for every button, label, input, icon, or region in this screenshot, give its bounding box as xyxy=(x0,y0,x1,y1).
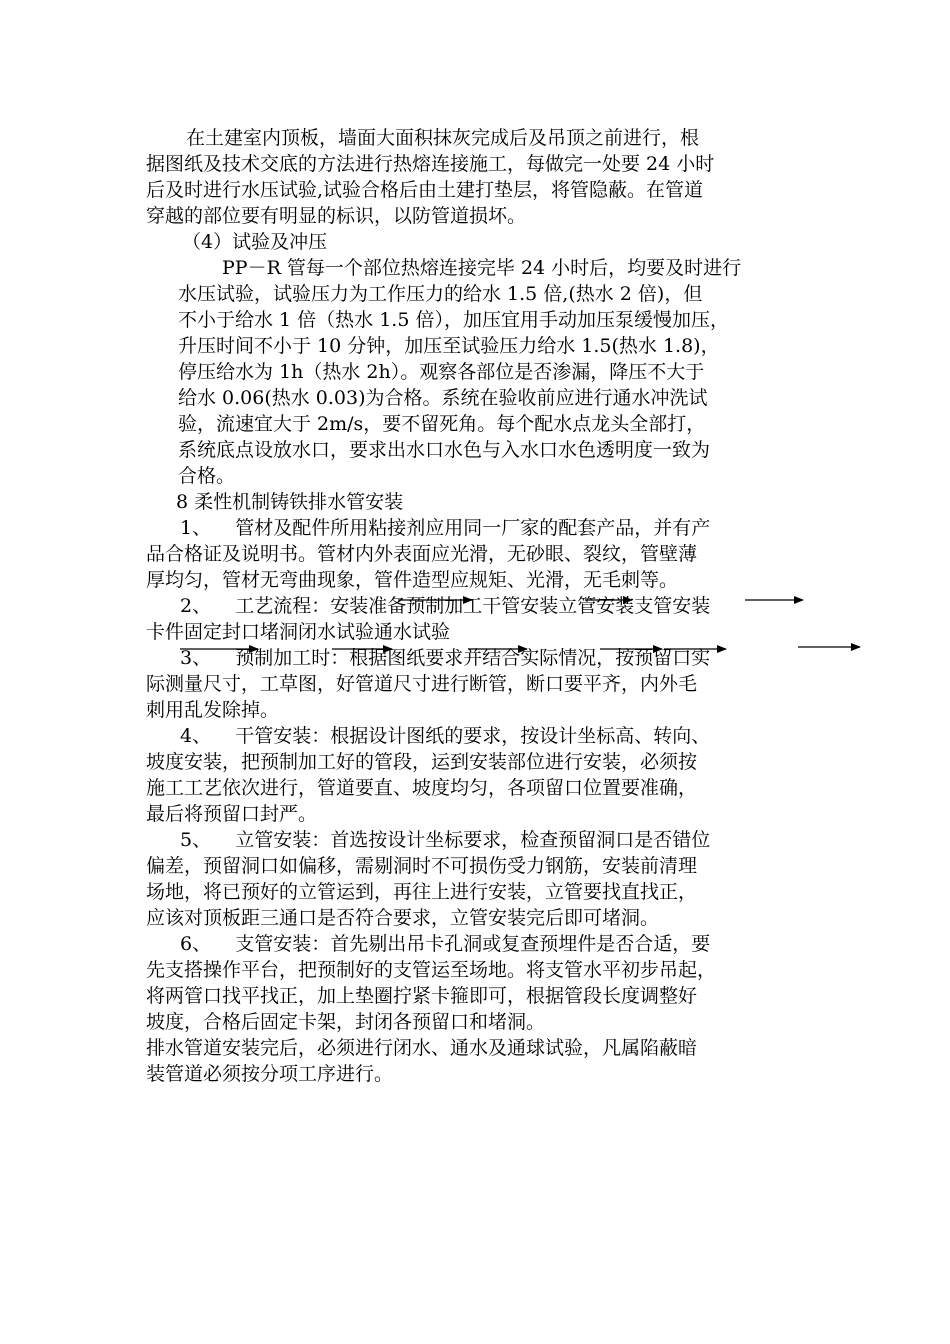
list-item-line: 际测量尺寸，工草图，好管道尺寸进行断管，断口要平齐，内外毛 xyxy=(146,673,698,695)
paragraph-line: 验，流速宜大于 2m/s，要不留死角。每个配水点龙头全部打， xyxy=(178,413,706,435)
section-heading: （4）试验及冲压 xyxy=(182,231,328,253)
section-heading: 8 柔性机制铸铁排水管安装 xyxy=(176,491,404,513)
list-item-line: 坡度，合格后固定卡架，封闭各预留口和堵洞。 xyxy=(146,1011,546,1033)
paragraph-line: 后及时进行水压试验,试验合格后由土建打垫层，将管隐蔽。在管道 xyxy=(146,179,704,201)
paragraph-line: 在土建室内顶板，墙面大面积抹灰完成后及吊顶之前进行，根 xyxy=(186,127,700,149)
list-item-line: 施工工艺依次进行，管道要直、坡度均匀，各项留口位置要准确， xyxy=(146,777,698,799)
paragraph-line: 停压给水为 1h（热水 2h）。观察各部位是否渗漏，降压不大于 xyxy=(178,361,705,383)
paragraph-line: 升压时间不小于 10 分钟，加压至试验压力给水 1.5(热水 1.8)， xyxy=(178,335,720,357)
paragraph-line: 不小于给水 1 倍（热水 1.5 倍），加压宜用手动加压泵缓慢加压， xyxy=(178,309,729,331)
list-item-line: 坡度安装，把预制加工好的管段，运到安装部位进行安装，必须按 xyxy=(146,751,698,773)
list-item-line: 5、 立管安装：首选按设计坐标要求，检查预留洞口是否错位 xyxy=(180,829,711,851)
list-item-line: 1、 管材及配件所用粘接剂应用同一厂家的配套产品，并有产 xyxy=(180,517,711,539)
list-item-line: 场地，将已预好的立管运到，再往上进行安装，立管要找直找正， xyxy=(146,881,698,903)
paragraph-line: 给水 0.06(热水 0.03)为合格。系统在验收前应进行通水冲洗试 xyxy=(178,387,708,409)
closing-line: 排水管道安装完后，必须进行闭水、通水及通球试验，凡属陷蔽暗 xyxy=(146,1037,698,1059)
list-item-line: 卡件固定封口堵洞闭水试验通水试验 xyxy=(146,621,451,643)
list-item-line: 偏差，预留洞口如偏移，需剔洞时不可损伤受力钢筋，安装前清理 xyxy=(146,855,698,877)
list-item-line: 将两管口找平找正，加上垫圈拧紧卡箍即可，根据管段长度调整好 xyxy=(146,985,698,1007)
list-item-line: 最后将预留口封严。 xyxy=(146,803,318,825)
paragraph-line: 水压试验，试验压力为工作压力的给水 1.5 倍,(热水 2 倍)，但 xyxy=(178,283,703,305)
list-item-line: 2、 工艺流程：安装准备预制加工干管安装立管安装支管安装 xyxy=(180,595,711,617)
list-item-line: 品合格证及说明书。管材内外表面应光滑，无砂眼、裂纹，管壁薄 xyxy=(146,543,698,565)
paragraph-line: 系统底点设放水口，要求出水口水色与入水口水色透明度一致为 xyxy=(178,439,711,461)
list-item-line: 4、 干管安装：根据设计图纸的要求，按设计坐标高、转向、 xyxy=(180,725,711,747)
closing-line: 装管道必须按分项工序进行。 xyxy=(146,1063,394,1085)
list-item-line: 3、 预制加工时：根据图纸要求并结合实际情况，按预留口实 xyxy=(180,647,711,669)
paragraph-line: 合格。 xyxy=(178,465,236,487)
paragraph-line: 穿越的部位要有明显的标识，以防管道损坏。 xyxy=(146,205,527,227)
paragraph-line: PP－R 管每一个部位热熔连接完毕 24 小时后，均要及时进行 xyxy=(222,257,742,279)
list-item-line: 厚均匀，管材无弯曲现象，管件造型应规矩、光滑，无毛刺等。 xyxy=(146,569,679,591)
list-item-line: 刺用乱发除掉。 xyxy=(146,699,280,721)
paragraph-line: 据图纸及技术交底的方法进行热熔连接施工，每做完一处要 24 小时 xyxy=(146,153,715,175)
list-item-line: 应该对顶板距三通口是否符合要求，立管安装完后即可堵洞。 xyxy=(146,907,660,929)
list-item-line: 先支搭操作平台，把预制好的支管运至场地。将支管水平初步吊起， xyxy=(146,959,717,981)
list-item-line: 6、 支管安装：首先剔出吊卡孔洞或复查预埋件是否合适，要 xyxy=(180,933,711,955)
